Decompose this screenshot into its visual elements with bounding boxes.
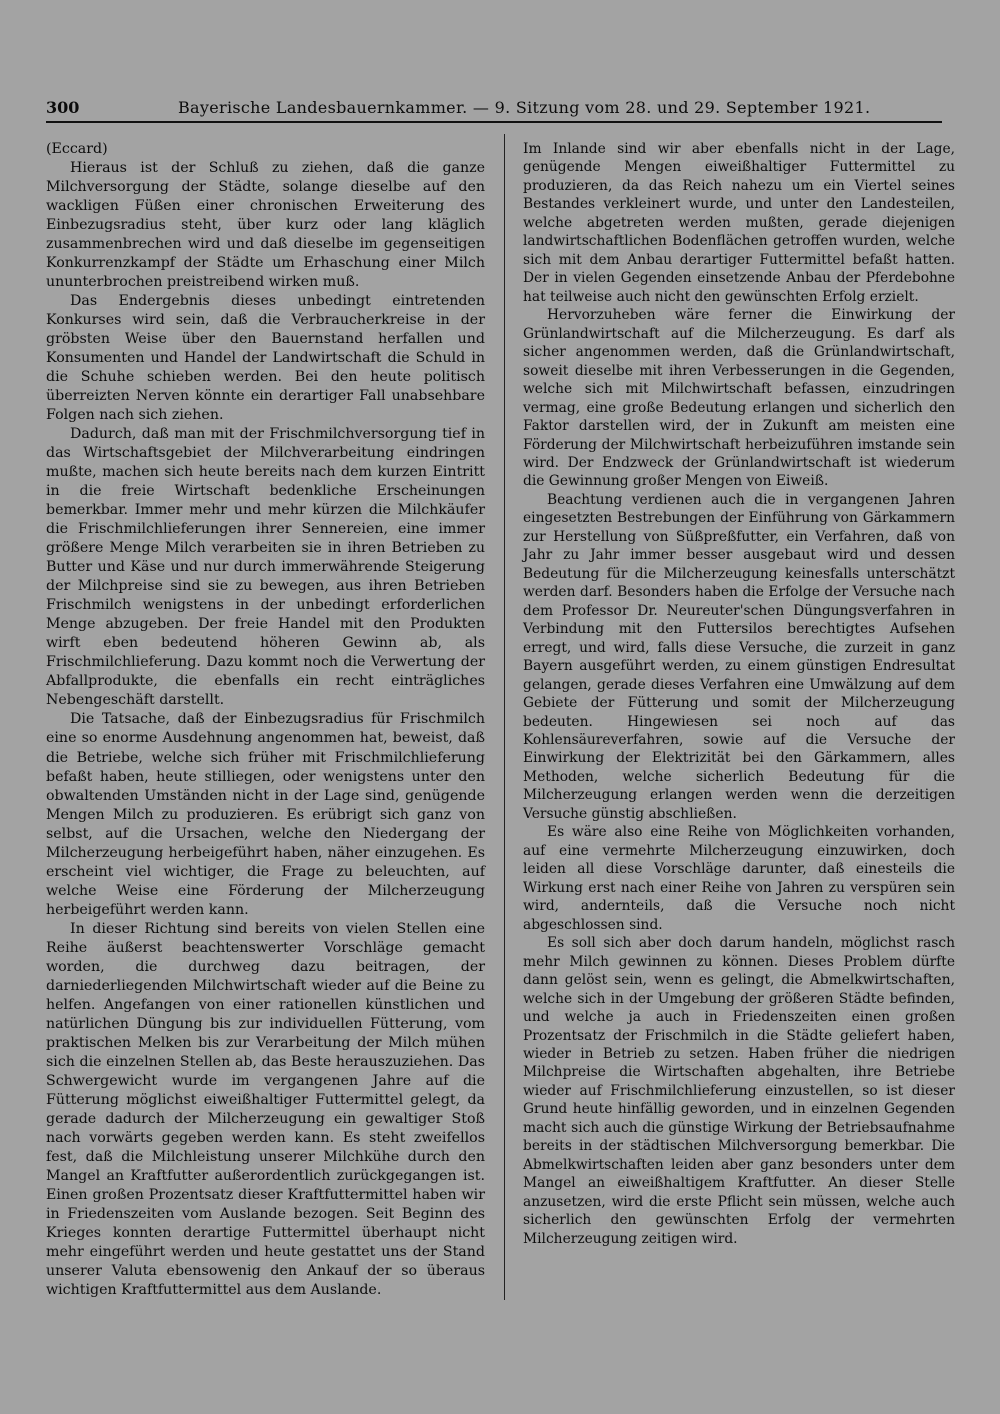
paragraph: Es wäre also eine Reihe von Möglichkeiten vorhanden, auf eine vermehrte Milcherzeugung einzuwirken, doch leiden all diese Vorschläge darunter, daß einesteils die Wirkung erst nach einer Reihe von Jahren zu verspüren sein wird, andernteils, daß die Versuche noch nicht abgeschlossen sind. (523, 824, 955, 933)
left-column (46, 140, 485, 1300)
speaker-label: (Eccard) (46, 141, 108, 157)
header-rule (46, 121, 942, 123)
page-number: 300 (46, 98, 80, 117)
paragraph: Die Tatsache, daß der Einbezugsradius für Frischmilch eine so enorme Ausdehnung angenommen hat, beweist, daß die Betriebe, welche sich früher mit Frischmilchlieferung befaßt haben, heute stilliegen, oder wenigstens unter den obwaltenden Umständen nicht in der Lage sind, genügende Mengen Milch zu produzieren. Es erübrigt sich ganz von selbst, auf die Ursachen, welche den Niedergang der Milcherzeugung herbeigeführt haben, näher einzugehen. Es erscheint viel wichtiger, die Frage zu beleuchten, auf welche Weise eine Förderung der Milcherzeugung herbeigeführt werden kann. (46, 711, 485, 918)
paragraph: Das Endergebnis dieses unbedingt eintretenden Konkurses wird sein, daß die Verbraucherkreise in der gröbsten Weise über den Bauernstand herfallen und Konsumenten und Handel der Landwirtschaft die Schuld in die Schuhe schieben werden. Bei den heute politisch überreizten Nerven könnte ein derartiger Fall unabsehbare Folgen nach sich ziehen. (46, 293, 485, 424)
paragraph: Hieraus ist der Schluß zu ziehen, daß die ganze Milchversorgung der Städte, solange dieselbe auf den wackligen Füßen einer chronischen Erweiterung des Einbezugsradius steht, über kurz oder lang kläglich zusammenbrechen wird und daß dieselbe im gegenseitigen Konkurrenzkampf der Städte um Erhaschung einer Milch ununterbrochen preistreibend wirken muß. (46, 160, 485, 291)
paragraph: Hervorzuheben wäre ferner die Einwirkung der Grünlandwirtschaft auf die Milcherzeugung. Es darf als sicher angenommen werden, daß die Grünlandwirtschaft, soweit dieselbe mit ihren Verbesserungen in die Gegenden, welche sich mit Milchwirtschaft befassen, einzudringen vermag, eine große Bedeutung erlangen und sicherlich den Faktor darstellen wird, der in Zukunft am meisten eine Förderung der Milchwirtschaft herbeizuführen imstande sein wird. Der Endzweck der Grünlandwirtschaft ist wiederum die Gewinnung großer Mengen von Eiweiß. (523, 307, 955, 490)
paragraph: Dadurch, daß man mit der Frischmilchversorgung tief in das Wirtschaftsgebiet der Milchverarbeitung eindringen mußte, machen sich heute bereits nach dem kurzen Eintritt in die freie Wirtschaft bedenkliche Erscheinungen bemerkbar. Immer mehr und mehr kürzen die Milchkäufer die Frischmilchlieferungen ihrer Sennereien, eine immer größere Menge Milch verarbeiten sie in ihren Betrieben zu Butter und Käse und nur durch immerwährende Steigerung der Milchpreise sind sie zu bewegen, aus ihren Betrieben Frischmilch wenigstens in der unbedingt erforderlichen Menge abzugeben. Der freie Handel mit den Produkten wirft eben bedeutend höheren Gewinn ab, als Frischmilchlieferung. Dazu kommt noch die Verwertung der Abfallprodukte, die ebenfalls ein recht einträgliches Nebengeschäft darstellt. (46, 426, 485, 709)
running-head: Bayerische Landesbauernkammer. — 9. Sitzung vom 28. und 29. September 1921. (178, 98, 871, 117)
page-header (46, 97, 942, 119)
paragraph: Im Inlande sind wir aber ebenfalls nicht in der Lage, genügende Mengen eiweißhaltiger Futtermittel zu produzieren, da das Reich nahezu um ein Viertel seines Bestandes verkleinert wurde, und unter den Landesteilen, welche abgetreten werden mußten, gerade diejenigen landwirtschaftlichen Bodenflächen getroffen wurden, welche sich mit dem Anbau derartiger Futtermittel befaßt hatten. Der in vielen Gegenden einsetzende Anbau der Pferdebohne hat teilweise auch nicht den gewünschten Erfolg erzielt. (523, 141, 955, 305)
right-column (523, 140, 955, 1248)
paragraph: In dieser Richtung sind bereits von vielen Stellen eine Reihe äußerst beachtenswerter Vorschläge gemacht worden, die durchweg dazu beitragen, der darniederliegenden Milchwirtschaft wieder auf die Beine zu helfen. Angefangen von einer rationellen künstlichen und natürlichen Düngung bis zur individuellen Fütterung, vom praktischen Melken bis zur Verarbeitung der Milch mühen sich die einzelnen Stellen ab, das Beste herauszuziehen. Das Schwergewicht wurde im vergangenen Jahre auf die Fütterung möglichst eiweißhaltiger Futtermittel gelegt, da gerade dadurch der Milcherzeugung ein gewaltiger Stoß nach vorwärts gegeben werden kann. Es steht zweifellos fest, daß die Milchleistung unserer Milchkühe durch den Mangel an Kraftfutter außerordentlich zurückgegangen ist. Einen großen Prozentsatz dieser Kraftfuttermittel haben wir in Friedenszeiten vom Auslande bezogen. Seit Beginn des Krieges konnten derartige Futtermittel überhaupt nicht mehr eingeführt werden und heute gestattet uns der Stand unserer Valuta ebensowenig den Ankauf der so überaus wichtigen Kraftfuttermittel aus dem Auslande. (46, 920, 485, 1298)
paragraph: Es soll sich aber doch darum handeln, möglichst rasch mehr Milch gewinnen zu können. Dieses Problem dürfte dann gelöst sein, wenn es gelingt, die Abmelkwirtschaften, welche sich in der Umgebung der größeren Städte befinden, und welche ja auch in Friedenszeiten einen großen Prozentsatz der Frischmilch in die Städte geliefert haben, wieder in Betrieb zu setzen. Haben früher die niedrigen Milchpreise die Wirtschaften abgehalten, ihre Betriebe wieder auf Frischmilchlieferung einzustellen, so ist dieser Grund heute hinfällig geworden, und in einzelnen Gegenden macht sich auch die günstige Wirkung der Betriebsaufnahme bereits in der städtischen Milchversorgung bemerkbar. Die Abmelkwirtschaften leiden aber ganz besonders unter dem Mangel an eiweißhaltigem Kraftfutter. An dieser Stelle anzusetzen, wird die erste Pflicht sein müssen, welche auch sicherlich den gewünschten Erfolg der vermehrten Milcherzeugung zeitigen wird. (523, 935, 955, 1247)
column-divider (504, 134, 505, 1300)
paragraph: Beachtung verdienen auch die in vergangenen Jahren eingesetzten Bestrebungen der Einführung von Gärkammern zur Herstellung von Süßpreßfutter, ein Verfahren, daß von Jahr zu Jahr immer besser ausgebaut wird und dessen Bedeutung für die Milcherzeugung keinesfalls unterschätzt werden darf. Besonders haben die Erfolge der Versuche nach dem Professor Dr. Neureuter'schen Düngungsverfahren in Verbindung mit den Futtersilos berechtigtes Aufsehen erregt, und wird, falls diese Versuche, die zurzeit in ganz Bayern ausgeführt werden, zu einem günstigen Endresultat gelangen, gerade dieses Verfahren eine Umwälzung auf dem Gebiete der Fütterung und somit der Milcherzeugung bedeuten. Hingewiesen sei noch auf das Kohlensäureverfahren, sowie auf die Versuche der Einwirkung der Elektrizität bei den Gärkammern, alles Methoden, welche sicherlich Bedeutung für die Milcherzeugung erlangen werden wenn die derzeitigen Versuche günstig abschließen. (523, 491, 955, 822)
